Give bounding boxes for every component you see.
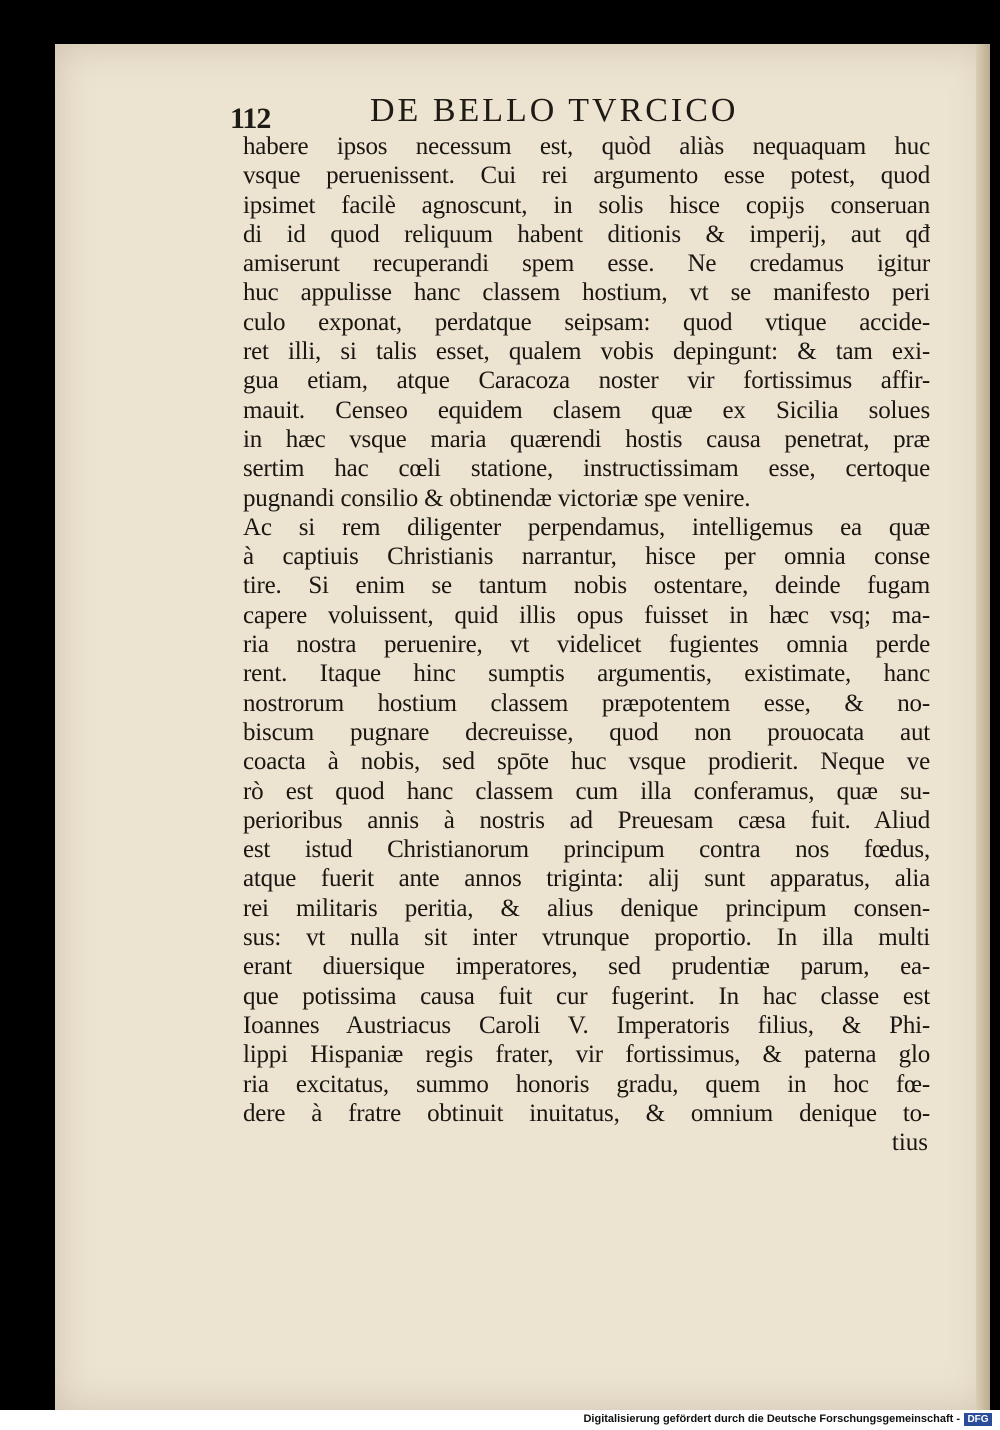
footer-bar: [0, 1410, 1000, 1430]
text-line: vsque peruenissent. Cui rei argumento esse potest, quod: [243, 162, 930, 190]
text-line: habere ipsos necessum est, quòd aliàs nequaquam huc: [243, 133, 930, 160]
text-line: lippi Hispaniæ regis frater, vir fortissimus, & paterna glo: [243, 1041, 930, 1069]
text-line: est istud Christianorum principum contra nos fœdus,: [243, 836, 930, 864]
text-line: perioribus annis à nostris ad Preuesam cæsa fuit. Aliud: [243, 806, 930, 834]
funding-credit: Digitalisierung gefördert durch die Deutsche Forschungsgemeinschaft -: [583, 1413, 960, 1425]
text-line: di id quod reliquum habent ditionis & imperij, aut qđ: [243, 220, 930, 248]
text-line: pugnandi consilio & obtinendæ victoriæ spe venire.: [243, 484, 751, 512]
text-line: amiserunt recuperandi spem esse. Ne credamus igitur: [243, 250, 930, 278]
text-line: ipsimet facilè agnoscunt, in solis hisce copijs conseruan: [243, 191, 930, 219]
text-line: atque fuerit ante annos triginta: alij sunt apparatus, alia: [243, 865, 930, 893]
text-line: ria nostra peruenire, vt videlicet fugientes omnia perde: [243, 631, 930, 659]
text-line: tire. Si enim se tantum nobis ostentare, deinde fugam: [243, 572, 930, 600]
text-line: huc appulisse hanc classem hostium, vt se manifesto peri: [243, 279, 930, 307]
text-line: biscum pugnare decreuisse, quod non prouocata aut: [243, 718, 930, 746]
text-line: rent. Itaque hinc sumptis argumentis, existimate, hanc: [243, 660, 930, 688]
text-line: in hæc vsque maria quærendi hostis causa penetrat, præ: [243, 425, 930, 453]
text-line: ret illi, si talis esset, qualem vobis depingunt: & tam exi-: [243, 338, 930, 366]
text-line: capere voluissent, quid illis opus fuisset in hæc vsq; ma-: [243, 601, 930, 629]
running-title: DE BELLO TVRCICO: [370, 92, 739, 129]
body-text: [243, 132, 930, 1157]
dfg-logo-icon: DFG: [964, 1413, 992, 1426]
text-line: rò est quod hanc classem cum illa conferamus, quæ su-: [243, 777, 930, 805]
text-line: coacta à nobis, sed spōte huc vsque prodierit. Neque ve: [243, 748, 930, 776]
text-line: nostrorum hostium classem præpotentem esse, & no-: [243, 689, 930, 717]
text-line: culo exponat, perdatque seipsam: quod vtique accide-: [243, 308, 930, 336]
text-line: ria excitatus, summo honoris gradu, quem in hoc fœ-: [243, 1070, 930, 1098]
text-line: rei militaris peritia, & alius denique principum consen-: [243, 894, 930, 922]
text-line: sertim hac cœli statione, instructissimam esse, certoque: [243, 455, 930, 483]
text-line: gua etiam, atque Caracoza noster vir fortissimus affir-: [243, 367, 930, 395]
text-line: sus: vt nulla sit inter vtrunque proportio. In illa multi: [243, 924, 930, 952]
text-line: que potissima causa fuit cur fugerint. In hac classe est: [243, 982, 930, 1010]
page-edge: [976, 44, 990, 1410]
text-line: mauit. Censeo equidem clasem quæ ex Sicilia solues: [243, 396, 930, 424]
catchword: tius: [891, 1129, 928, 1157]
text-line: erant diuersique imperatores, sed prudentiæ parum, ea-: [243, 953, 930, 981]
text-line: Ac si rem diligenter perpendamus, intelligemus ea quæ: [243, 513, 930, 541]
text-line: à captiuis Christianis narrantur, hisce per omnia conse: [243, 543, 930, 571]
text-line: dere à fratre obtinuit inuitatus, & omnium denique to-: [243, 1099, 930, 1127]
text-line: Ioannes Austriacus Caroli V. Imperatoris filius, & Phi-: [243, 1011, 930, 1039]
page-number: 112: [230, 102, 271, 135]
